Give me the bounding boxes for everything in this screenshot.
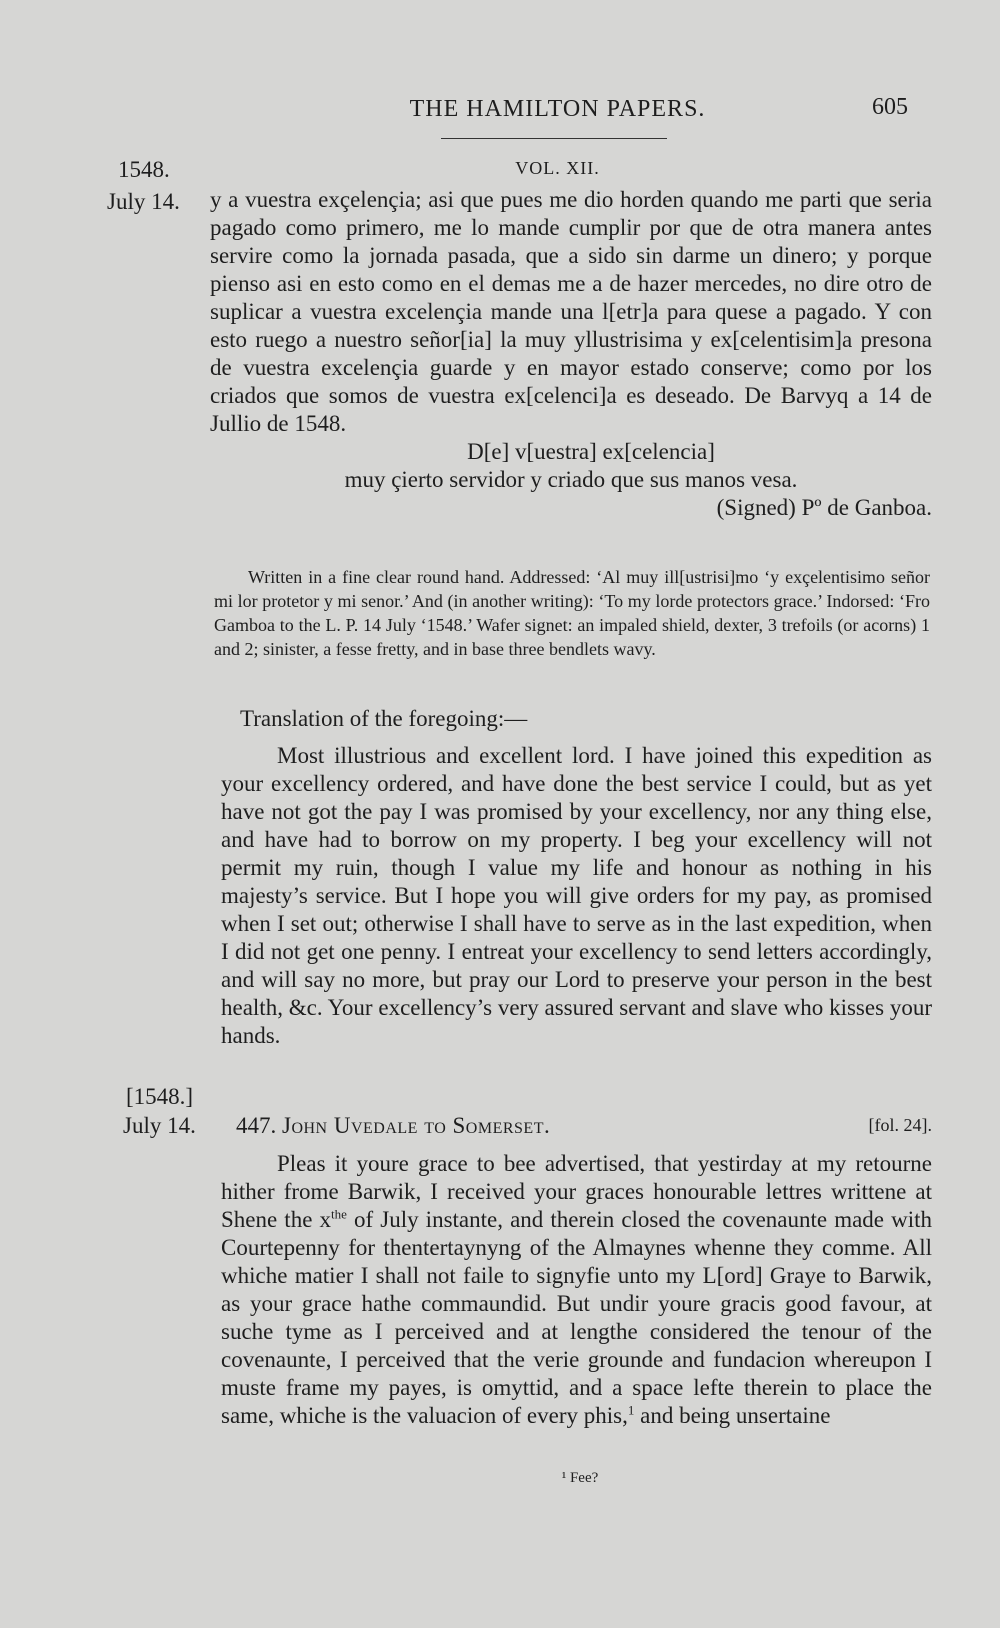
entry-447-body-part1: Pleas it youre grace to bee advertised, that yestirday at my retourne hither frome Barwik, I received your graces honourable lettres writtene at Shene the x — [221, 1151, 932, 1232]
translation-heading: Translation of the foregoing:— — [240, 706, 528, 731]
page-number: 605 — [872, 94, 908, 120]
translation-body: Most illustrious and excellent lord. I have joined this expedition as your excellency ordered, and have done the best service I could, but as yet have not got the pay I was promised by your excellency, nor any thing else, and have had to borrow on my property. I beg your excellency will not permit my ruin, though I value my life and honour as nothing in his majesty’s service. But I hope you will give orders for my pay, as promised when I set out; otherwise I shall have to serve as in the last expedition, when I did not get one penny. I entreat your excellency to send letters accordingly, and will say no more, but pray our Lord to preserve your person in the best health, &c. Your excellency’s very assured servant and slave who kisses your hands. — [221, 743, 932, 1048]
translation — [221, 742, 932, 1050]
margin-date-entry-447: July 14. — [123, 1113, 196, 1138]
entry-447-body-part3: and being unsertaine — [634, 1403, 831, 1428]
entry-447-letter — [221, 1150, 932, 1430]
spanish-letter-body: y a vuestra exçelençia; asi que pues me dio horden quando me parti que seria pagado como primero, me lo mande cumplir por que de otra manera antes servire como la jornada pasada, que a sido sin darme un dinero; y porque pienso asi en esto como en el demas me a de hazer mercedes, no dire otro de suplicar a vuestra excelençia mande una l[etr]a para quese a pagado. Y con esto ruego a nuestro señor[ia] la muy yllustrisima y ex[celentisim]a presona de vuestra excelençia guarde y en mayor estado conserve; como por los criados que somos de vuestra ex[celenci]a es deseado. De Barvyq a 14 de Jullio de 1548. — [210, 187, 932, 436]
spanish-letter-signature: (Signed) Pº de Ganboa. — [716, 495, 932, 520]
entry-number: 447. — [236, 1113, 277, 1138]
entry-447-body-part2: of July instante, and therein closed the covenaunte made with Courtepenny for thentertaynyng of the Almaynes whenne they comme. All whiche matier I shall not faile to signyfie unto my L[ord] Graye to Barwik, as your grace hathe commaundid. But undir youre gracis good favour, at suche tyme as I perceived and at lengthe considered the tenour of the covenaunte, I perceived that the verie grounde and fundacion whereupon I muste frame my payes, is omyttid, and a space lefte therein to place the same, whiche is the valuacion of every phis, — [221, 1207, 932, 1428]
editorial-note-text: Written in a fine clear round hand. Addressed: ‘Al muy ill[ustrisi]mo ‘y exçelentisimo señor mi lor protetor y mi senor.’ And (in another writing): ‘To my lorde protectors grace.’ Indorsed: ‘Fro Gamboa to the L. P. 14 July ‘1548.’ Wafer signet: an impaled shield, dexter, 3 trefoils (or acorns) 1 and 2; sinister, a fesse fretty, and in base three bendlets wavy. — [214, 567, 930, 659]
folio-reference: [fol. 24]. — [868, 1115, 932, 1135]
entry-title: John Uvedale to Somerset. — [282, 1113, 551, 1138]
running-head-title: THE HAMILTON PAPERS. — [409, 96, 706, 122]
entry-447-body — [221, 1150, 932, 1430]
footnote: ¹ Fee? — [561, 1470, 599, 1486]
editorial-note — [214, 565, 930, 661]
margin-date-spanish-letter: July 14. — [107, 189, 180, 214]
spanish-letter-closing: D[e] v[uestra] ex[celencia] — [467, 439, 715, 464]
margin-year: 1548. — [118, 157, 170, 182]
header-rule — [441, 138, 667, 139]
spanish-letter — [210, 186, 932, 522]
spanish-letter-servant-line: muy çierto servidor y criado que sus manos vesa. — [344, 467, 798, 492]
superscript-the: the — [331, 1206, 347, 1222]
entry-447-heading — [236, 1113, 932, 1139]
footnote-reference: 1 — [627, 1402, 635, 1418]
volume-label: VOL. XII. — [515, 158, 600, 178]
margin-year-bracketed: [1548.] — [126, 1084, 194, 1109]
